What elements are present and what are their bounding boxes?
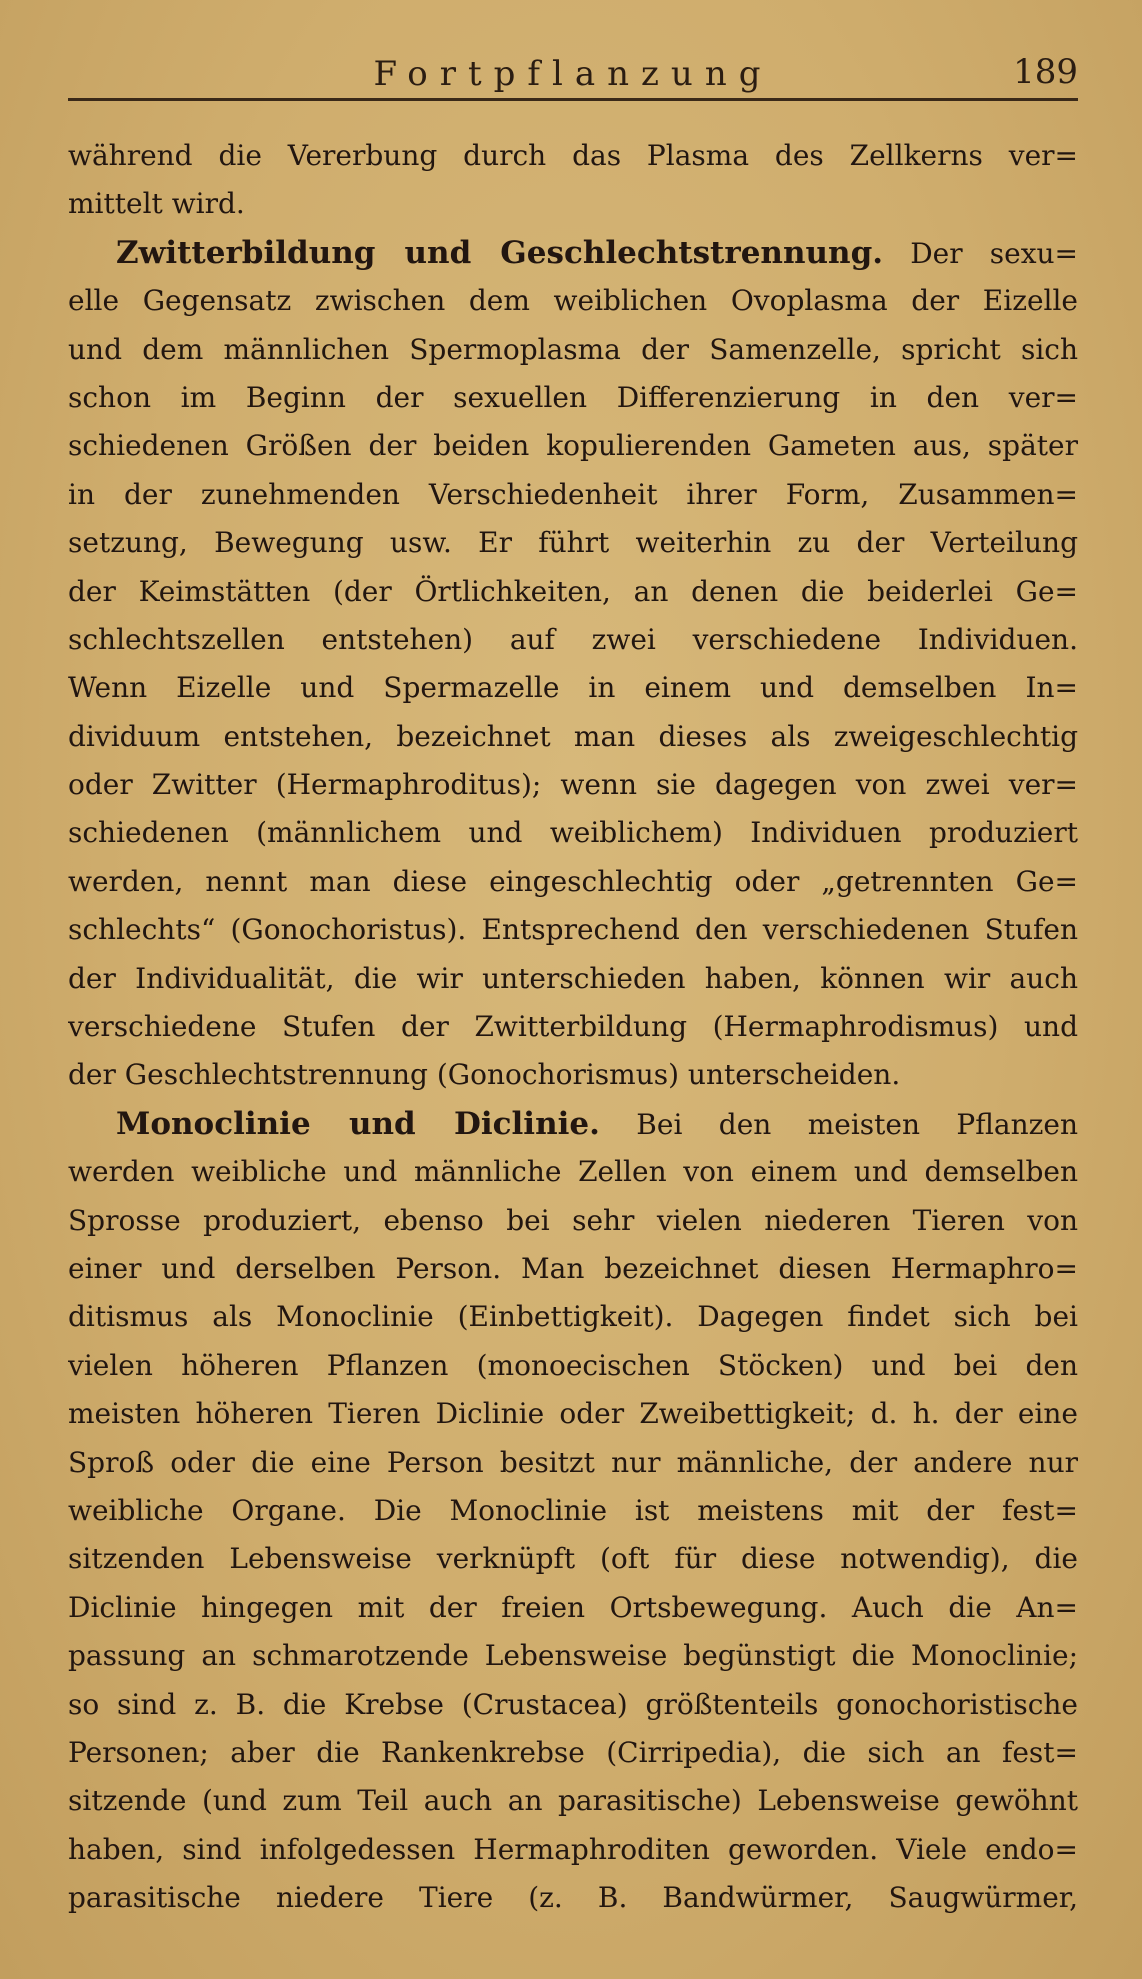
text-line: schlechtszellen entstehen) auf zwei verschiedene Individuen. [68,622,1078,656]
text-line: parasitische niedere Tiere (z. B. Bandwürmer, Saugwürmer, [68,1881,1078,1915]
section-heading: Zwitterbildung und Geschlechtstrennung. [116,234,884,271]
body-text [68,132,1078,1922]
text-line: passung an schmarotzende Lebensweise begünstigt die Monoclinie; [68,1639,1078,1673]
running-title: Fortpflanzung [373,54,773,94]
text-line: meisten höheren Tieren Diclinie oder Zweibettigkeit; d. h. der eine [68,1397,1078,1431]
text-line: haben, sind infolgedessen Hermaphroditen geworden. Viele endo= [68,1832,1078,1866]
text-line: der Individualität, die wir unterschieden haben, können wir auch [68,961,1078,995]
text-line: schiedenen (männlichem und weiblichem) Individuen produziert [68,816,1078,850]
text-line: oder Zwitter (Hermaphroditus); wenn sie dagegen von zwei ver= [68,768,1078,802]
text-line: schon im Beginn der sexuellen Differenzierung in den ver= [68,380,1078,414]
text-line: mittelt wird. [68,187,245,221]
text-line: schiedenen Größen der beiden kopulierenden Gameten aus, später [68,429,1078,463]
text-line: schlechts“ (Gonochoristus). Entsprechend den verschiedenen Stufen [68,913,1078,947]
text-line: und dem männlichen Spermoplasma der Samenzelle, spricht sich [68,332,1078,366]
text-line: sitzende (und zum Teil auch an parasitische) Lebensweise gewöhnt [68,1784,1078,1818]
text-line: Sprosse produziert, ebenso bei sehr vielen niederen Tieren von [68,1203,1078,1237]
text-line: werden weibliche und männliche Zellen von einem und demselben [68,1155,1078,1189]
section-lead-text: Bei den meisten Pflanzen [636,1107,1078,1141]
header-rule [68,98,1078,101]
text-line: einer und derselben Person. Man bezeichnet diesen Hermaphro= [68,1251,1078,1285]
text-line: während die Vererbung durch das Plasma des Zellkerns ver= [68,139,1078,172]
text-line: der Keimstätten (der Örtlichkeiten, an denen die beiderlei Ge= [68,574,1078,608]
text-line: Wenn Eizelle und Spermazelle in einem und demselben In= [68,671,1078,705]
text-line: in der zunehmenden Verschiedenheit ihrer Form, Zusammen= [68,477,1078,511]
text-line: ditismus als Monoclinie (Einbettigkeit). Dagegen findet sich bei [68,1300,1078,1334]
section-heading: Monoclinie und Diclinie. [116,1105,600,1142]
text-line: so sind z. B. die Krebse (Crustacea) größtenteils gonochoristische [68,1687,1078,1721]
text-line: Personen; aber die Rankenkrebse (Cirripedia), die sich an fest= [68,1735,1078,1769]
text-line: Diclinie hingegen mit der freien Ortsbewegung. Auch die An= [68,1590,1078,1624]
section-heading-line [68,229,1078,277]
text-line: weibliche Organe. Die Monoclinie ist meistens mit der fest= [68,1493,1078,1527]
text-line: setzung, Bewegung usw. Er führt weiterhin zu der Verteilung [68,526,1078,560]
text-line: verschiedene Stufen der Zwitterbildung (Hermaphrodismus) und [68,1010,1078,1044]
text-line: elle Gegensatz zwischen dem weiblichen Ovoplasma der Eizelle [68,284,1078,318]
text-line: dividuum entstehen, bezeichnet man dieses als zweigeschlechtig [68,719,1078,753]
text-line: vielen höheren Pflanzen (monoecischen Stöcken) und bei den [68,1348,1078,1382]
text-line: sitzenden Lebensweise verknüpft (oft für diese notwendig), die [68,1542,1078,1576]
section-heading-line [68,1100,1078,1148]
running-head [68,48,1078,98]
text-line: der Geschlechtstrennung (Gonochorismus) unterscheiden. [68,1058,901,1092]
text-line: werden, nennt man diese eingeschlechtig oder „getrennten Ge= [68,864,1078,898]
section-lead-text: Der sexu= [910,236,1078,270]
page-number: 189 [1013,52,1078,92]
text-line: Sproß oder die eine Person besitzt nur männliche, der andere nur [68,1445,1078,1479]
